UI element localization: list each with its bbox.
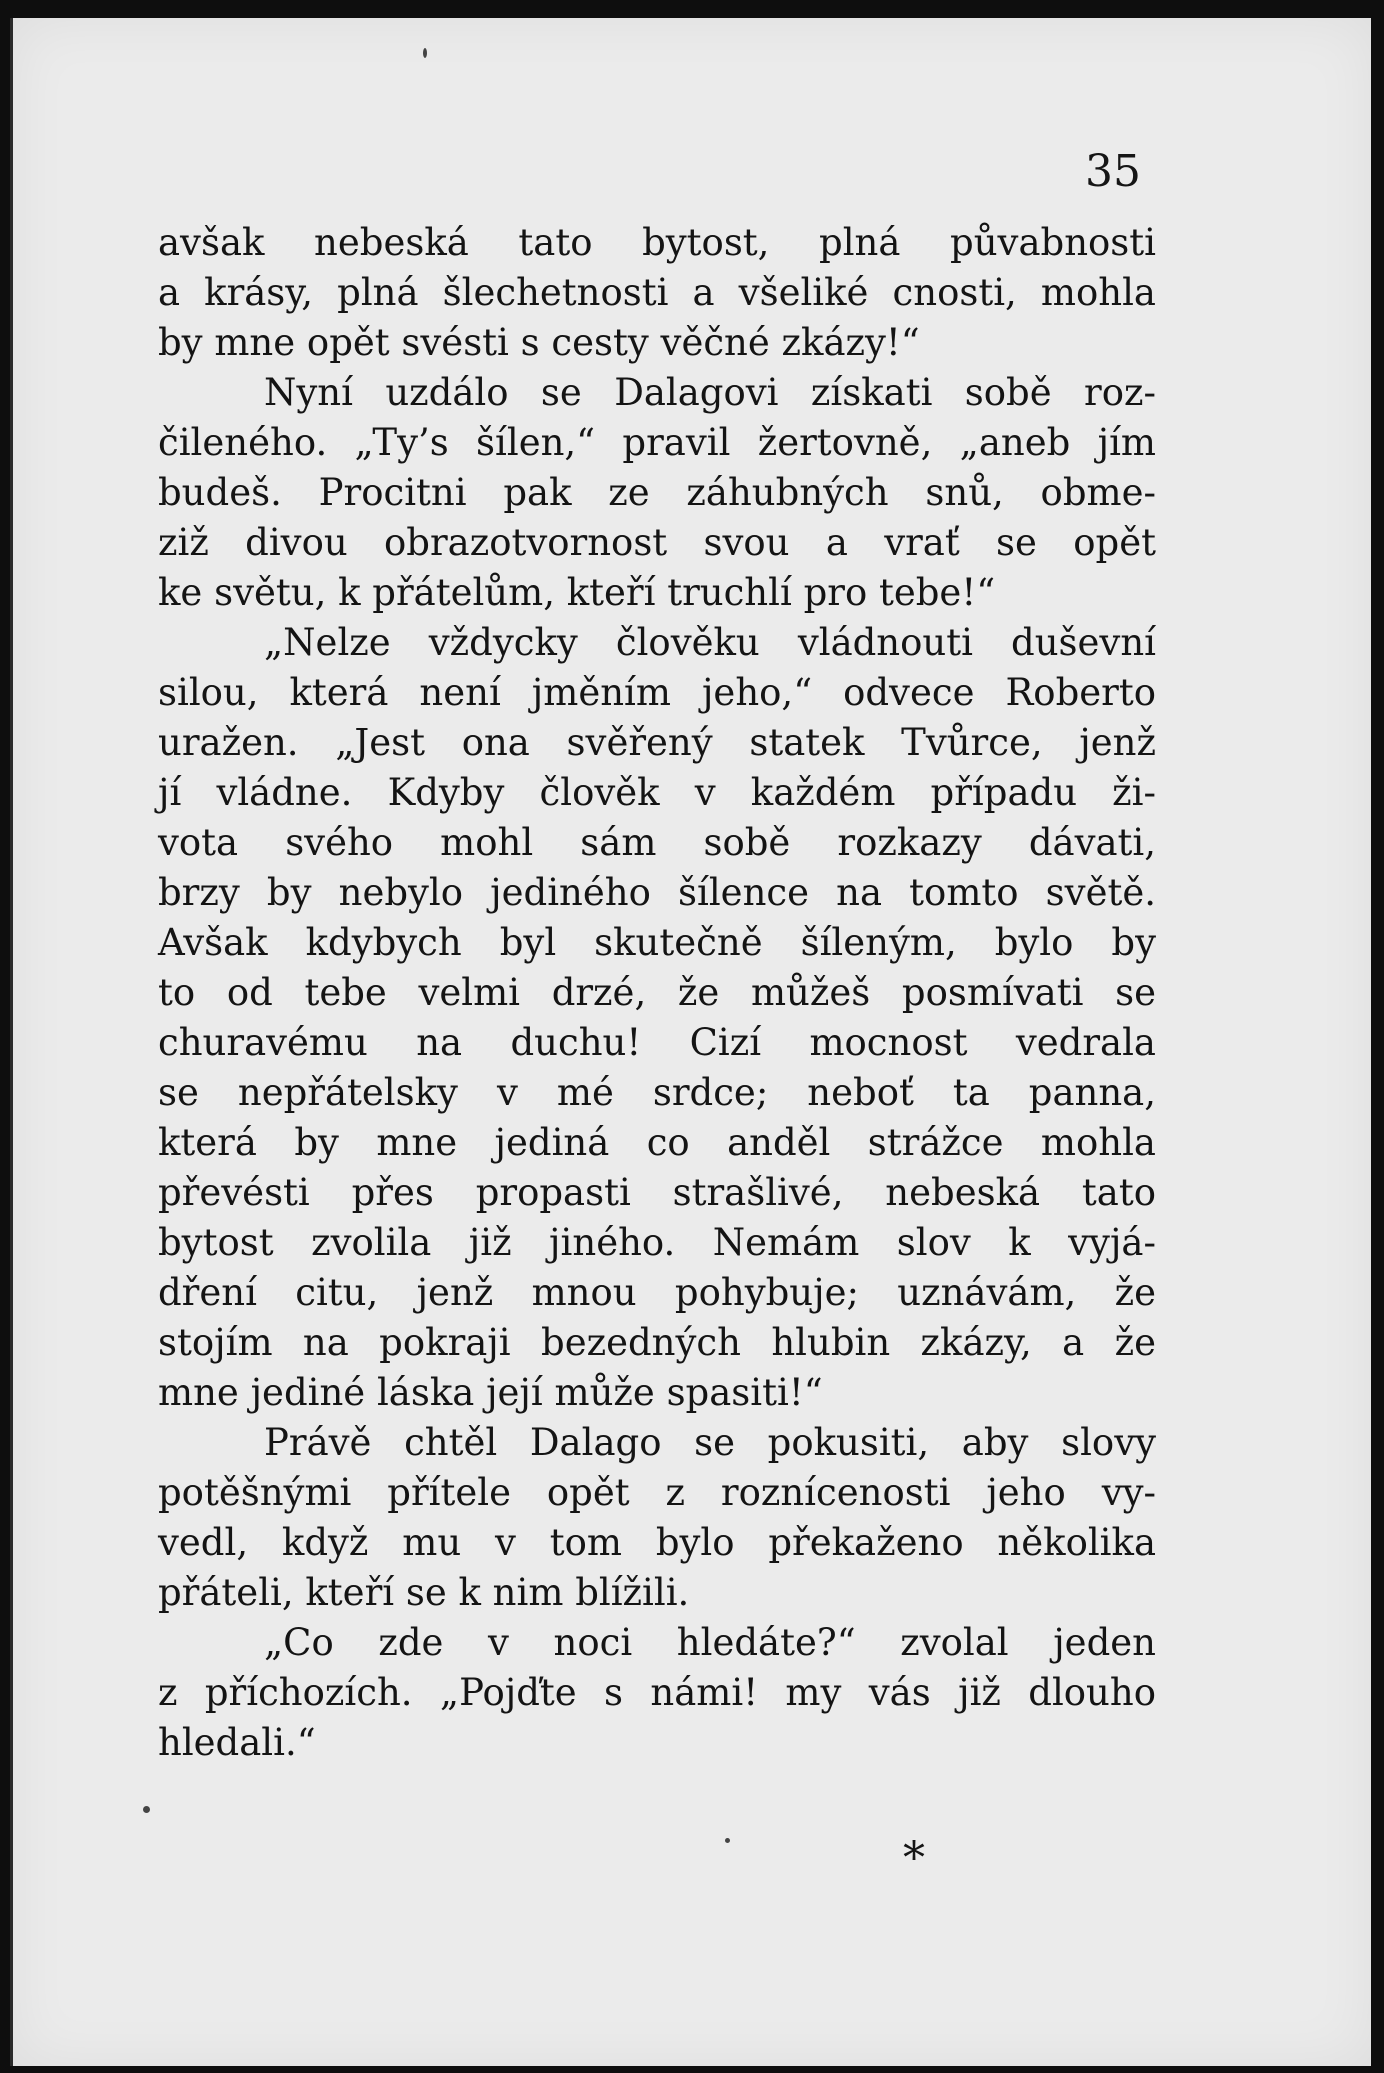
text-line: Avšak kdybych byl skutečně šíleným, bylo by (158, 921, 1156, 964)
text-line: avšak nebeská tato bytost, plná půvabnosti (158, 221, 1156, 264)
text-line: bytost zvolila již jiného. Nemám slov k vyjá- (158, 1221, 1156, 1264)
text-line: hledali.“ (158, 1721, 316, 1764)
text-line: Nyní uzdálo se Dalagovi získati sobě roz- (264, 371, 1156, 414)
page-number: 35 (1085, 146, 1141, 197)
scan-speck (143, 1806, 150, 1813)
text-line: čileného. „Ty’s šílen,“ pravil žertovně, „aneb jím (158, 421, 1156, 464)
text-line: převésti přes propasti strašlivé, nebeská tato (158, 1171, 1156, 1214)
text-line: vota svého mohl sám sobě rozkazy dávati, (158, 821, 1156, 864)
scan-speck (725, 1838, 730, 1843)
text-line: „Co zde v noci hledáte?“ zvolal jeden (264, 1621, 1156, 1664)
text-line: Právě chtěl Dalago se pokusiti, aby slovy (264, 1421, 1156, 1464)
text-line: a krásy, plná šlechetnosti a všeliké cnosti, mohla (158, 271, 1156, 314)
text-line: uražen. „Jest ona svěřený statek Tvůrce, jenž (158, 721, 1156, 764)
text-line: se nepřátelsky v mé srdce; neboť ta panna, (158, 1071, 1156, 1114)
text-line: to od tebe velmi drzé, že můžeš posmívati se (158, 971, 1156, 1014)
text-line: brzy by nebylo jediného šílence na tomto světě. (158, 871, 1156, 914)
text-line: vedl, když mu v tom bylo překaženo několika (158, 1521, 1156, 1564)
body-text (158, 218, 1156, 1768)
text-line: silou, která není jměním jeho,“ odvece Roberto (158, 671, 1156, 714)
text-line: „Nelze vždycky člověku vládnouti duševní (264, 621, 1156, 664)
text-line: dření citu, jenž mnou pohybuje; uznávám, že (158, 1271, 1156, 1314)
text-line: churavému na duchu! Cizí mocnost vedrala (158, 1021, 1156, 1064)
text-line: přáteli, kteří se k nim blížili. (158, 1571, 690, 1614)
text-line: stojím na pokraji bezedných hlubin zkázy, a že (158, 1321, 1156, 1364)
text-line: by mne opět svésti s cesty věčné zkázy!“ (158, 321, 920, 364)
text-line: jí vládne. Kdyby člověk v každém případu ži- (158, 771, 1156, 814)
scan-speck (423, 48, 427, 58)
section-separator-asterisk: * (903, 1833, 925, 1884)
text-line: ziž divou obrazotvornost svou a vrať se opět (158, 521, 1156, 564)
text-line: potěšnými přítele opět z roznícenosti jeho vy- (158, 1471, 1156, 1514)
text-line: z příchozích. „Pojďte s námi! my vás již dlouho (158, 1671, 1156, 1714)
text-line: mne jediné láska její může spasiti!“ (158, 1371, 823, 1414)
text-line: budeš. Procitni pak ze záhubných snů, obme- (158, 471, 1156, 514)
book-page (10, 18, 1371, 2066)
text-line: která by mne jediná co anděl strážce mohla (158, 1121, 1156, 1164)
text-line: ke světu, k přátelům, kteří truchlí pro tebe!“ (158, 571, 996, 614)
